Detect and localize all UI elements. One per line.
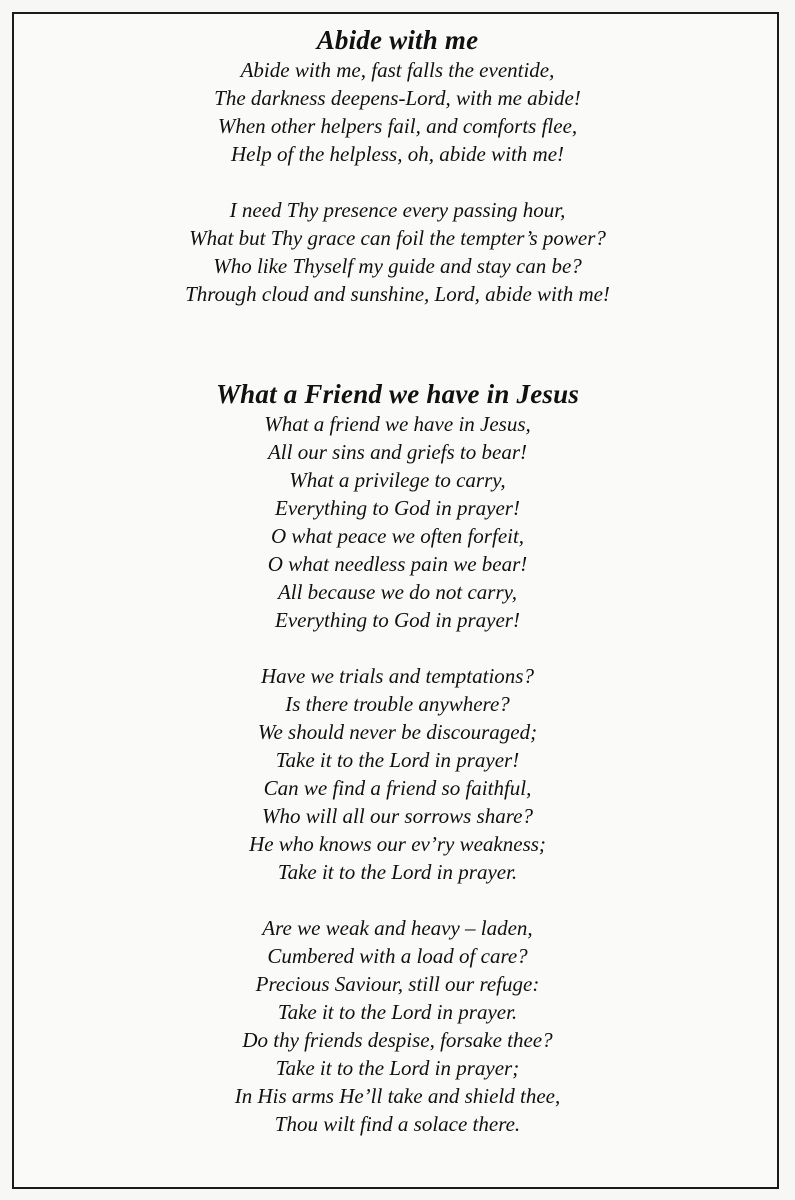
stanza [0,196,795,308]
verse-line: Is there trouble anywhere? [285,692,510,716]
verse-line: In His arms He’ll take and shield thee, [234,1084,561,1108]
verse-line: Can we find a friend so faithful, [263,776,532,800]
verse-line: Everything to God in prayer! [275,496,520,520]
verse-line: Thou wilt find a solace there. [274,1112,521,1136]
stanza [0,914,795,1138]
verse-line: When other helpers fail, and comforts flee, [217,114,578,138]
verse-line: Do thy friends despise, forsake thee? [242,1028,553,1052]
verse-line: O what peace we often forfeit, [270,524,525,548]
verse-line: Abide with me, fast falls the eventide, [240,58,555,82]
hymn-title: What a Friend we have in Jesus [215,379,580,409]
verse-line: Precious Saviour, still our refuge: [255,972,540,996]
verse-line: O what needless pain we bear! [267,552,528,576]
hymn-title: Abide with me [316,25,479,55]
verse-line: Take it to the Lord in prayer. [277,1000,518,1024]
verse-line: Take it to the Lord in prayer! [275,748,520,772]
hymn-abide-with-me [0,24,795,336]
verse-line: What but Thy grace can foil the tempter’s power? [189,226,606,250]
verse-line: Through cloud and sunshine, Lord, abide with me! [185,282,610,306]
stanza [0,410,795,634]
verse-line: What a friend we have in Jesus, [264,412,531,436]
verse-line: Who like Thyself my guide and stay can be? [213,254,582,278]
verse-line: All our sins and griefs to bear! [267,440,527,464]
verse-line: Help of the helpless, oh, abide with me! [230,142,565,166]
verse-line: Have we trials and temptations? [261,664,534,688]
verse-line: He who knows our ev’ry weakness; [249,832,546,856]
verse-line: Take it to the Lord in prayer; [275,1056,520,1080]
verse-line: Are we weak and heavy – laden, [262,916,533,940]
verse-line: What a privilege to carry, [289,468,506,492]
verse-line: Everything to God in prayer! [275,608,520,632]
hymn-what-a-friend [0,378,795,1166]
stanza [0,662,795,886]
verse-line: All because we do not carry, [277,580,518,604]
verse-line: Take it to the Lord in prayer. [277,860,518,884]
verse-line: Cumbered with a load of care? [267,944,528,968]
verse-line: We should never be discouraged; [257,720,538,744]
stanza [0,56,795,168]
verse-line: Who will all our sorrows share? [262,804,533,828]
verse-line: The darkness deepens-Lord, with me abide! [214,86,581,110]
verse-line: I need Thy presence every passing hour, [229,198,566,222]
